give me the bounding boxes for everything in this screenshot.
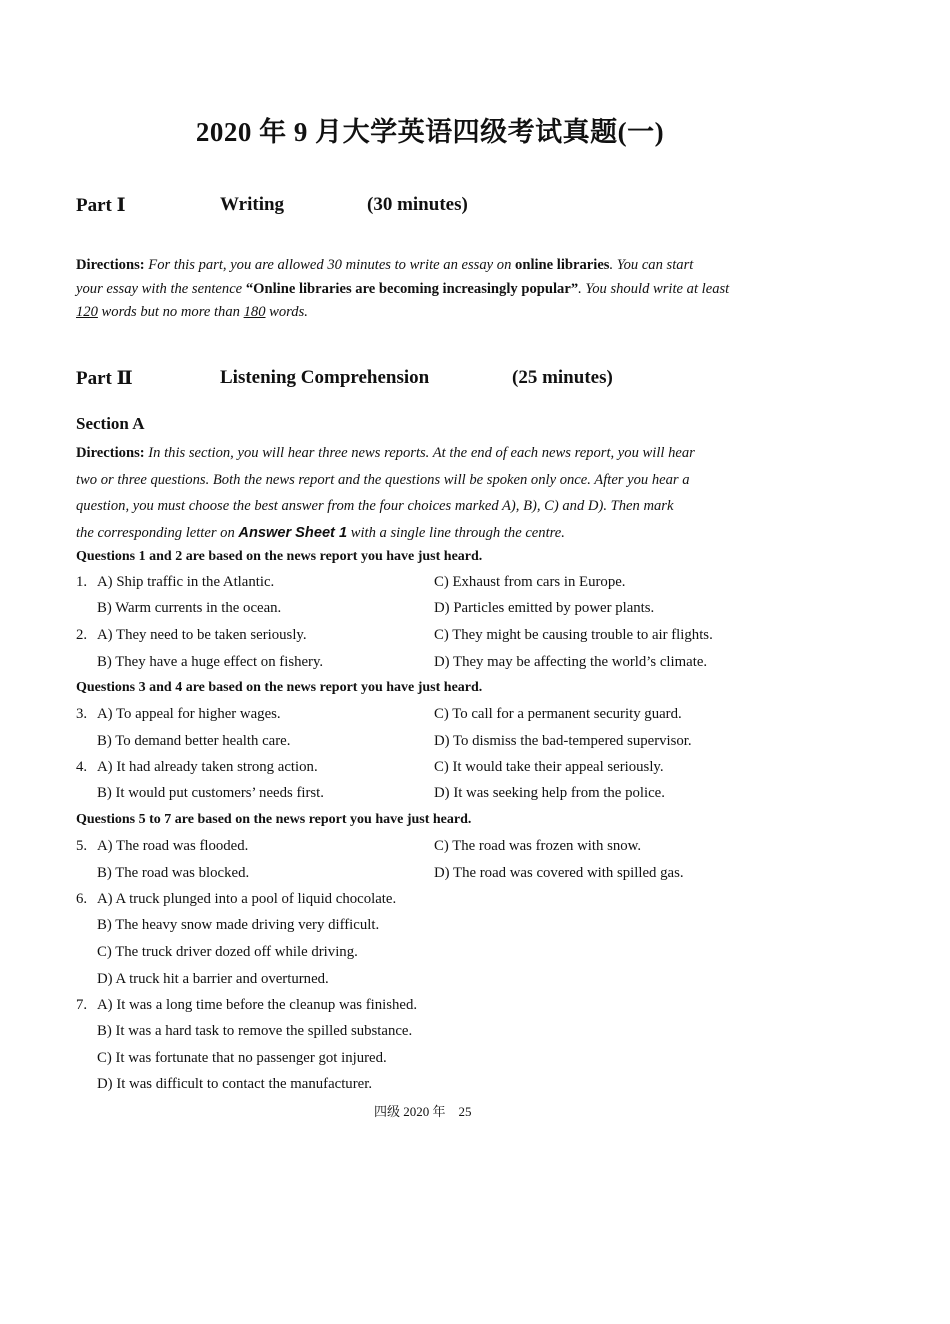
part-1-label: Part Ⅰ [76,195,126,216]
essay-topic: online libraries [515,257,610,273]
max-words: 180 [243,304,266,320]
option-d: D) A truck hit a barrier and overturned. [97,971,329,987]
directions-text: words but no more than [101,304,240,320]
question-group-heading: Questions 1 and 2 are based on the news report you have just heard. [76,549,483,564]
option-c: C) To call for a permanent security guard. [434,706,682,722]
directions-text: words. [269,304,308,320]
question-group-heading: Questions 5 to 7 are based on the news report you have just heard. [76,812,472,827]
option-d: D) The road was covered with spilled gas. [434,865,684,881]
directions-text: two or three questions. Both the news report and the questions will be spoken only once. After you hear a [76,471,690,488]
option-a: A) To appeal for higher wages. [97,706,281,722]
option-b: B) It would put customers’ needs first. [97,785,324,801]
option-b: B) Warm currents in the ocean. [97,600,282,616]
option-a: A) The road was flooded. [97,838,249,854]
part-2-directions [76,440,796,546]
directions-text: your essay with the sentence [76,280,243,297]
option-a: A) It was a long time before the cleanup was finished. [97,997,418,1013]
option-c: C) It would take their appeal seriously. [434,759,664,775]
option-d: D) It was difficult to contact the manufacturer. [97,1076,373,1092]
directions-text: . You should write at least [578,280,730,297]
directions-text: with a single line through the centre. [350,524,565,541]
directions-text: For this part, you are allowed 30 minutes to write an essay on [148,257,512,273]
question-number: 7. [76,997,88,1013]
directions-text: the corresponding letter on [76,524,235,541]
option-d: D) Particles emitted by power plants. [434,600,655,616]
question-number: 4. [76,759,88,775]
option-a: A) They need to be taken seriously. [97,627,307,643]
answer-sheet-label: Answer Sheet 1 [238,524,348,541]
question-number: 5. [76,838,88,854]
directions-text: . You can start [609,257,694,273]
option-b: B) It was a hard task to remove the spilled substance. [97,1023,413,1039]
option-c: C) It was fortunate that no passenger got injured. [97,1050,387,1066]
directions-label: Directions: [76,257,145,273]
question-number: 1. [76,574,88,590]
section-a-heading: Section A [76,414,145,433]
option-c: C) The road was frozen with snow. [434,838,642,854]
question-number: 3. [76,706,88,722]
page-footer: 四级 2020 年 25 [374,1104,472,1119]
question-number: 2. [76,627,88,643]
option-c: C) Exhaust from cars in Europe. [434,574,626,590]
page-title: 2020 年 9 月大学英语四级考试真题(一) [195,117,665,147]
part-2-label: Part Ⅱ [76,368,133,389]
question-number: 6. [76,891,88,907]
option-d: D) They may be affecting the world’s climate. [434,654,708,670]
directions-label: Directions: [76,445,145,461]
option-b: B) The heavy snow made driving very difficult. [97,917,380,933]
opening-sentence: “Online libraries are becoming increasingly popular” [245,280,579,297]
option-a: A) It had already taken strong action. [97,759,318,775]
part-2-name: Listening Comprehension [220,367,430,388]
option-b: B) The road was blocked. [97,865,250,881]
option-c: C) The truck driver dozed off while driving. [97,944,358,960]
question-group-heading: Questions 3 and 4 are based on the news report you have just heard. [76,680,483,695]
option-b: B) To demand better health care. [97,733,291,749]
part-1-name: Writing [220,194,285,215]
part-1-directions [76,254,796,325]
directions-text: In this section, you will hear three news reports. At the end of each news report, you will hear [148,445,695,461]
directions-text: question, you must choose the best answer from the four choices marked A), B), C) and D). Then mark [76,498,674,514]
option-d: D) It was seeking help from the police. [434,785,665,801]
option-d: D) To dismiss the bad-tempered supervisor. [434,733,692,749]
part-1-time: (30 minutes) [367,194,468,215]
part-2-time: (25 minutes) [512,367,613,388]
min-words: 120 [76,304,98,320]
option-a: A) Ship traffic in the Atlantic. [97,574,275,590]
option-b: B) They have a huge effect on fishery. [97,654,324,670]
option-c: C) They might be causing trouble to air flights. [434,627,713,643]
option-a: A) A truck plunged into a pool of liquid chocolate. [97,891,397,907]
